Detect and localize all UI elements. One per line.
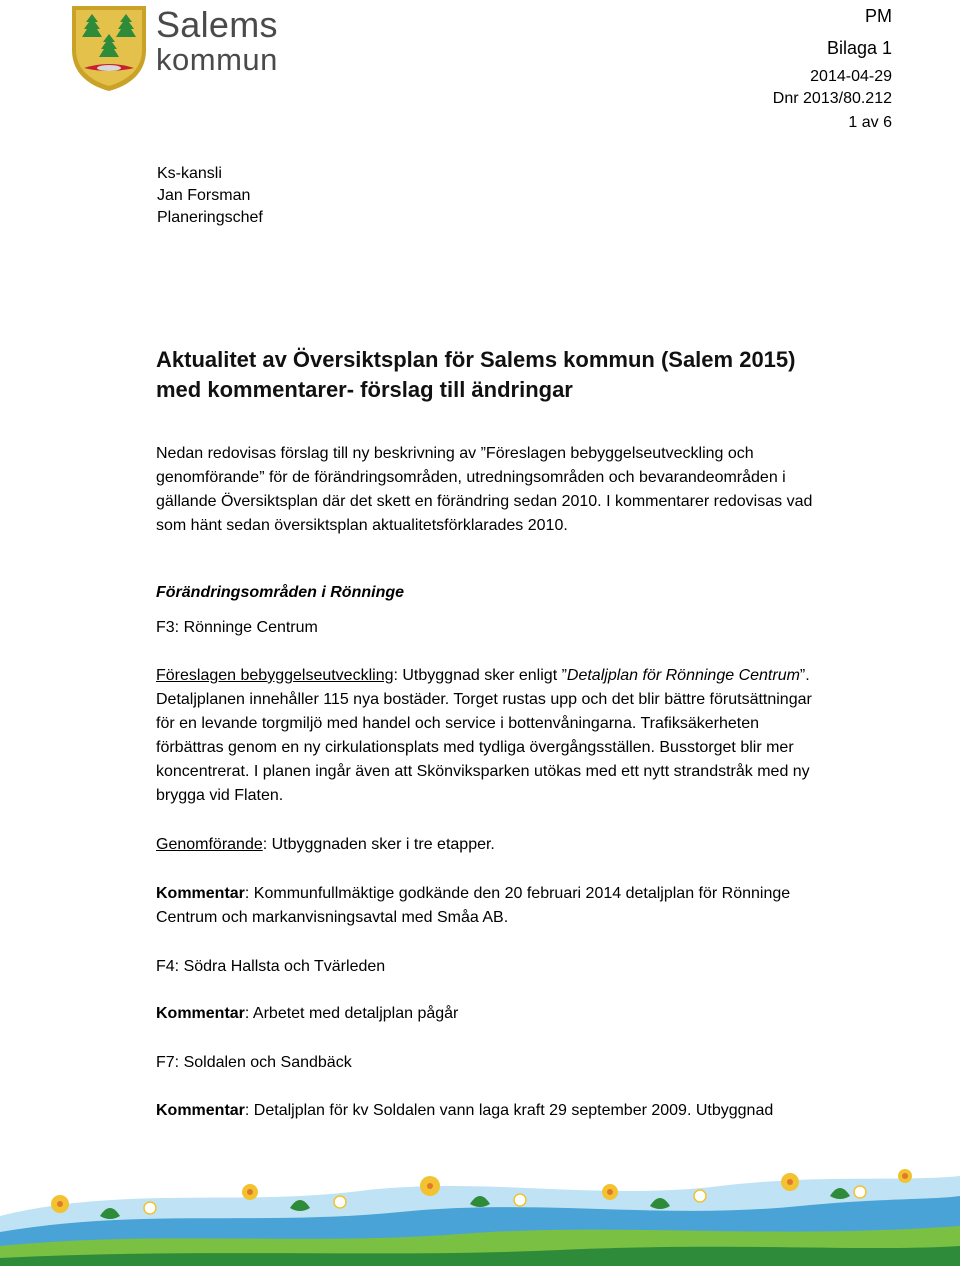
f3-impl-label: Genomförande [156, 836, 263, 853]
attachment-label: Bilaga 1 [826, 38, 892, 58]
doc-dnr: Dnr 2013/80.212 [772, 90, 892, 107]
f3-comment-label: Kommentar [156, 885, 245, 902]
f3-comment-text: : Kommunfullmäktige godkände den 20 februari 2014 detaljplan för Rönninge Centrum och markanvisningsavtal med Småa AB. [156, 885, 791, 926]
logo-line-1: Salems [156, 4, 278, 45]
sender-department: Ks-kansli [157, 165, 222, 182]
f4-heading: F4: Södra Hallsta och Tvärleden [156, 958, 386, 975]
page-number: 1 av 6 [848, 114, 892, 131]
f7-comment-text: : Detaljplan för kv Soldalen vann laga kraft 29 september 2009. Utbyggnad [244, 1102, 774, 1119]
sender-name: Jan Forsman [157, 187, 251, 204]
document-title [156, 345, 795, 405]
f3-proposal-pre: : Utbyggnad sker enligt ” [393, 667, 567, 684]
floral-wave-footer-icon [0, 1146, 960, 1266]
doc-type: PM [865, 6, 892, 26]
f3-proposal-rest: ”. Detaljplanen innehåller 115 nya bostäder. Torget rustas upp och det blir bättre förutsättningar för en levande torgmiljö med handel och service i bottenvåningarna. Trafiksäkerheten förbättras genom en ny cirkulationsplats med tydliga övergångsställen. Busstorget blir mer koncentrerat. I planen ingår även att Skönviksparken utökas med ett nytt strandstråk med ny brygga vid Flaten. [156, 667, 812, 804]
title-line-1: Aktualitet av Översiktsplan för Salems kommun (Salem 2015) [156, 347, 796, 372]
f4-comment-text: : Arbetet med detaljplan pågår [244, 1005, 459, 1022]
f3-proposal [156, 664, 816, 808]
coat-of-arms-icon [70, 4, 148, 92]
f4-comment [156, 1002, 458, 1026]
logo-line-2: kommun [156, 42, 278, 77]
document-header [773, 4, 892, 134]
municipality-logo [70, 4, 280, 92]
intro-paragraph: Nedan redovisas förslag till ny beskrivning av ”Föreslagen bebyggelseutveckling och genomförande” för de förändringsområden, utredningsområden och bevarandeområden i gällande Översiktsplan där det skett en förändring sedan 2010. I kommentarer redovisas vad som hänt sedan översiktsplan aktualitetsförklarades 2010. [156, 445, 813, 534]
f4-comment-label: Kommentar [156, 1005, 245, 1022]
f3-implementation [156, 833, 495, 857]
title-line-2: med kommentarer- förslag till ändringar [156, 377, 573, 402]
f3-proposal-label: Föreslagen bebyggelseutveckling [156, 667, 394, 684]
f3-impl-text: : Utbyggnaden sker i tre etapper. [262, 836, 495, 853]
f3-proposal-plan-name: Detaljplan för Rönninge Centrum [566, 667, 800, 684]
f7-comment [156, 1099, 856, 1123]
f7-comment-label: Kommentar [156, 1102, 245, 1119]
doc-date: 2014-04-29 [810, 68, 892, 85]
sender-role: Planeringschef [157, 209, 263, 226]
f3-heading: F3: Rönninge Centrum [156, 619, 318, 636]
sender-block [157, 163, 263, 229]
logo-wordmark [156, 6, 278, 76]
section-heading: Förändringsområden i Rönninge [156, 584, 405, 601]
f7-heading: F7: Soldalen och Sandbäck [156, 1054, 352, 1071]
decorative-footer [0, 1146, 960, 1266]
f3-comment [156, 882, 816, 930]
